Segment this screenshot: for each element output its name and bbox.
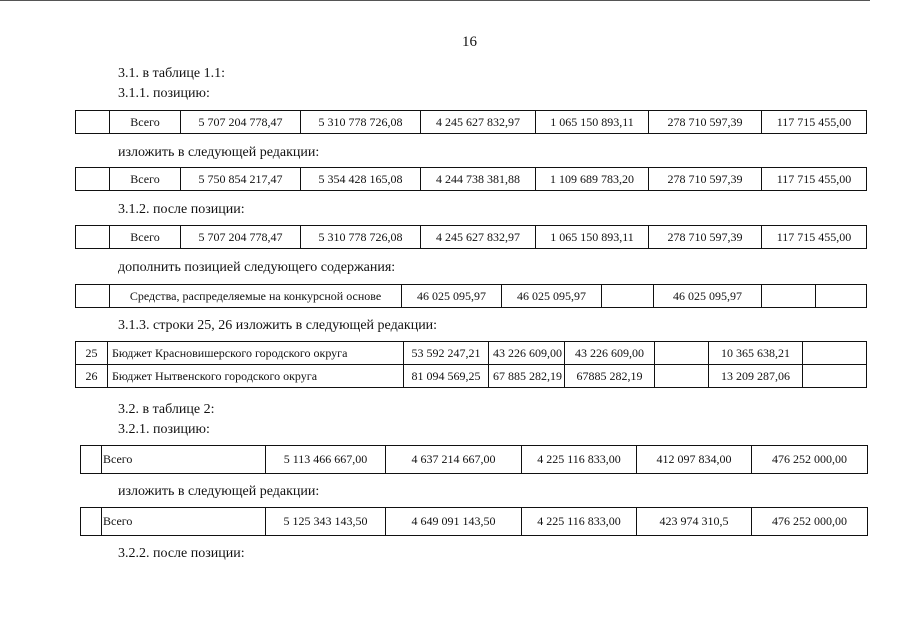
table-cell: 46 025 095,97 bbox=[502, 285, 602, 308]
table-cell: 67 885 282,19 bbox=[489, 365, 565, 388]
table-cell: Всего bbox=[110, 226, 181, 249]
table-cell bbox=[76, 111, 110, 134]
para-3-2-1: 3.2.1. позицию: bbox=[118, 422, 210, 437]
table-position-new bbox=[75, 167, 867, 191]
table-cell: 43 226 609,00 bbox=[489, 342, 565, 365]
table-row bbox=[76, 168, 867, 191]
table-cell: 5 707 204 778,47 bbox=[181, 111, 301, 134]
table-cell: 5 125 343 143,50 bbox=[266, 508, 386, 536]
table-cell: 10 365 638,21 bbox=[709, 342, 803, 365]
table-cell: 4 649 091 143,50 bbox=[386, 508, 522, 536]
table-cell bbox=[803, 342, 867, 365]
table-cell: 476 252 000,00 bbox=[752, 446, 868, 474]
table-cell: 5 707 204 778,47 bbox=[181, 226, 301, 249]
table-cell bbox=[81, 508, 102, 536]
para-add: дополнить позицией следующего содержания: bbox=[118, 260, 396, 275]
table-row bbox=[76, 226, 867, 249]
table-cell: 4 245 627 832,97 bbox=[421, 111, 536, 134]
table-cell: 117 715 455,00 bbox=[762, 168, 867, 191]
table-cell: 117 715 455,00 bbox=[762, 226, 867, 249]
table2-position-new bbox=[80, 507, 868, 536]
table-cell: 81 094 569,25 bbox=[404, 365, 489, 388]
table-cell: 1 065 150 893,11 bbox=[536, 226, 649, 249]
page-number: 16 bbox=[462, 34, 477, 50]
para-3-1-2: 3.1.2. после позиции: bbox=[118, 202, 245, 217]
table-cell: 5 113 466 667,00 bbox=[266, 446, 386, 474]
table-cell: Бюджет Красновишерского городского округа bbox=[108, 342, 404, 365]
table-cell: 278 710 597,39 bbox=[649, 168, 762, 191]
table-row bbox=[76, 111, 867, 134]
table-cell: 4 244 738 381,88 bbox=[421, 168, 536, 191]
table-cell: 46 025 095,97 bbox=[654, 285, 762, 308]
table-cell bbox=[655, 365, 709, 388]
table-cell: 278 710 597,39 bbox=[649, 226, 762, 249]
table-cell: 4 225 116 833,00 bbox=[522, 446, 637, 474]
table-cell: 117 715 455,00 bbox=[762, 111, 867, 134]
table2-position-original bbox=[80, 445, 868, 474]
table-cell: 476 252 000,00 bbox=[752, 508, 868, 536]
table-row bbox=[76, 365, 867, 388]
table-cell: 5 354 428 165,08 bbox=[301, 168, 421, 191]
table-cell: 25 bbox=[76, 342, 108, 365]
table-row bbox=[76, 285, 867, 308]
table-cell: 53 592 247,21 bbox=[404, 342, 489, 365]
para-3-2-2: 3.2.2. после позиции: bbox=[118, 546, 245, 561]
table-cell: 46 025 095,97 bbox=[402, 285, 502, 308]
table-position-original bbox=[75, 110, 867, 134]
table-row bbox=[76, 342, 867, 365]
para-edit-1: изложить в следующей редакции: bbox=[118, 145, 320, 160]
table-cell: 43 226 609,00 bbox=[565, 342, 655, 365]
table-cell: 278 710 597,39 bbox=[649, 111, 762, 134]
table-cell bbox=[816, 285, 867, 308]
table-cell bbox=[655, 342, 709, 365]
table-cell: 13 209 287,06 bbox=[709, 365, 803, 388]
table-cell bbox=[76, 168, 110, 191]
table-cell bbox=[762, 285, 816, 308]
table-cell: 5 310 778 726,08 bbox=[301, 226, 421, 249]
top-border-line bbox=[0, 0, 870, 1]
table-cell: 67885 282,19 bbox=[565, 365, 655, 388]
table-cell: 5 310 778 726,08 bbox=[301, 111, 421, 134]
para-3-2: 3.2. в таблице 2: bbox=[118, 402, 215, 417]
table-cell: 4 245 627 832,97 bbox=[421, 226, 536, 249]
table-cell bbox=[803, 365, 867, 388]
table-cell: Всего bbox=[110, 168, 181, 191]
table-cell bbox=[76, 285, 110, 308]
para-3-1-1: 3.1.1. позицию: bbox=[118, 86, 210, 101]
table-added-position bbox=[75, 284, 867, 308]
table-row bbox=[81, 508, 868, 536]
table-cell bbox=[602, 285, 654, 308]
table-cell bbox=[81, 446, 102, 474]
table-cell: Всего bbox=[102, 446, 266, 474]
table-cell: Всего bbox=[110, 111, 181, 134]
table-cell: Бюджет Нытвенского городского округа bbox=[108, 365, 404, 388]
para-3-1: 3.1. в таблице 1.1: bbox=[118, 66, 225, 81]
table-cell: Всего bbox=[102, 508, 266, 536]
table-cell: 1 065 150 893,11 bbox=[536, 111, 649, 134]
table-cell: 4 637 214 667,00 bbox=[386, 446, 522, 474]
table-cell: 4 225 116 833,00 bbox=[522, 508, 637, 536]
para-3-1-3: 3.1.3. строки 25, 26 изложить в следующей редакции: bbox=[118, 318, 438, 333]
table-cell: 5 750 854 217,47 bbox=[181, 168, 301, 191]
table-after-position bbox=[75, 225, 867, 249]
table-cell: 412 097 834,00 bbox=[637, 446, 752, 474]
table-cell: 423 974 310,5 bbox=[637, 508, 752, 536]
table-cell: 1 109 689 783,20 bbox=[536, 168, 649, 191]
para-edit-2: изложить в следующей редакции: bbox=[118, 484, 320, 499]
table-row bbox=[81, 446, 868, 474]
table-rows-25-26 bbox=[75, 341, 867, 388]
table-cell: 26 bbox=[76, 365, 108, 388]
table-cell bbox=[76, 226, 110, 249]
table-cell: Средства, распределяемые на конкурсной основе bbox=[110, 285, 402, 308]
